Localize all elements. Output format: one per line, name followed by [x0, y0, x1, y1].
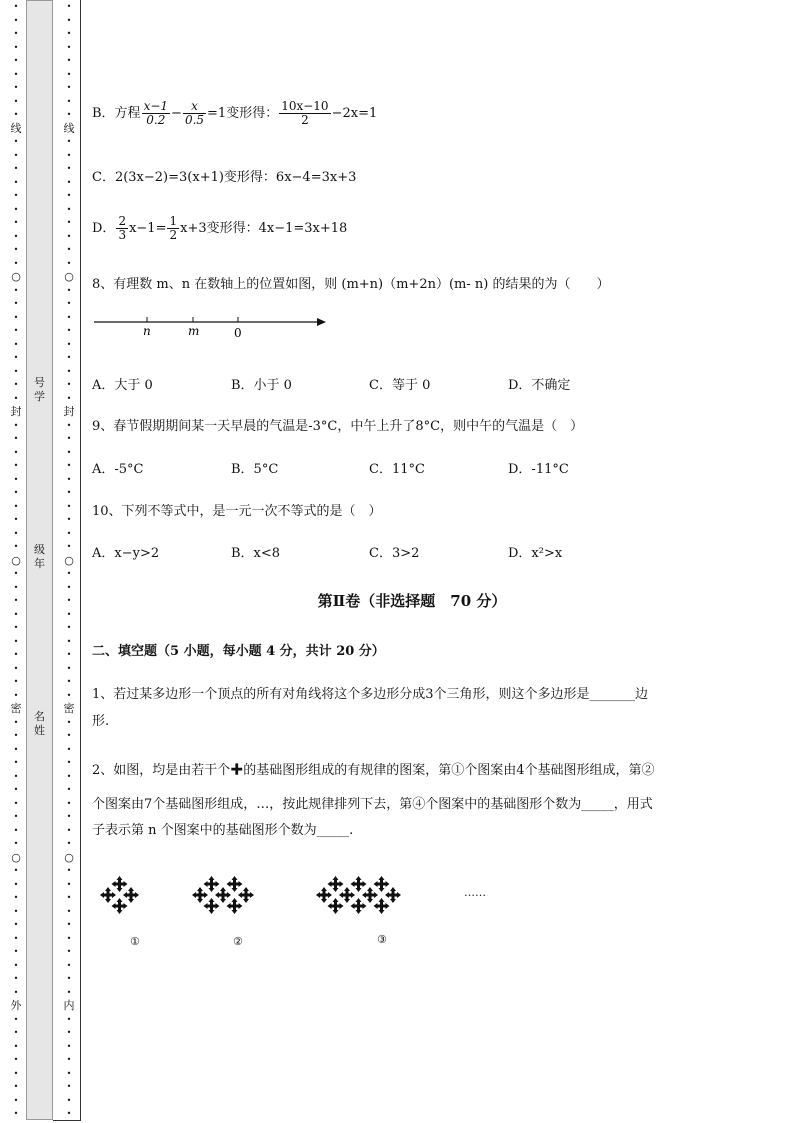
q8-stem: 8、有理数 m、n 在数轴上的位置如图，则 (m+n)（m+2n）(m- n) 的结果的为（ ） — [92, 277, 610, 292]
binding-dot: • — [66, 690, 72, 700]
q7-option-c: C．2(3x−2)=3(x+1)变形得：6x−4=3x+3 — [92, 170, 357, 185]
binding-dot: • — [66, 83, 72, 92]
binding-dot: • — [66, 434, 72, 443]
binding-dot: • — [66, 1095, 72, 1105]
binding-dot: • — [66, 488, 72, 497]
cross-shape — [112, 898, 128, 914]
binding-dot: • — [66, 299, 72, 308]
binding-dot: • — [13, 96, 19, 106]
cross-shape — [362, 887, 378, 903]
binding-dot: • — [13, 758, 19, 767]
binding-circle: ○ — [11, 553, 21, 567]
binding-dot: • — [66, 501, 72, 511]
cross-shape — [351, 876, 367, 892]
binding-dot: • — [13, 393, 19, 403]
q9-option-d: D．-11°C — [508, 462, 569, 477]
binding-dot: • — [13, 474, 19, 484]
binding-dot: • — [13, 258, 19, 268]
binding-dot: • — [13, 1028, 19, 1037]
binding-mark: 密 — [10, 702, 22, 715]
binding-dot: • — [13, 69, 19, 79]
binding-dot: • — [13, 447, 19, 457]
q9-option-c: C．11°C — [369, 462, 425, 477]
binding-dot: • — [66, 1068, 72, 1078]
binding-dot: • — [66, 177, 72, 187]
binding-dot: • — [66, 1055, 72, 1064]
binding-dot: • — [13, 960, 19, 970]
binding-dot: • — [66, 258, 72, 268]
binding-dot: • — [66, 42, 72, 52]
binding-circle: ○ — [64, 270, 74, 283]
binding-dot: • — [66, 285, 72, 295]
binding-border-line — [80, 0, 81, 1120]
binding-dot: • — [13, 501, 19, 511]
number-line-arrow — [317, 318, 326, 326]
binding-dot: • — [66, 231, 72, 241]
binding-dot: • — [66, 420, 72, 430]
binding-dot: • — [13, 650, 19, 659]
binding-dot: • — [13, 1109, 19, 1118]
binding-dot: • — [13, 380, 19, 389]
binding-dot: • — [13, 83, 19, 92]
binding-dot: • — [13, 2, 19, 11]
binding-dot: • — [66, 785, 72, 794]
binding-dot: • — [66, 731, 72, 740]
pattern-label-1: ① — [130, 935, 140, 948]
binding-dot: • — [13, 285, 19, 295]
binding-dot: • — [13, 1014, 19, 1024]
binding-dot: • — [66, 933, 72, 943]
binding-dot: • — [13, 137, 19, 146]
binding-dot: • — [66, 96, 72, 106]
binding-dot: • — [13, 947, 19, 956]
cross-shape — [385, 887, 401, 903]
binding-dot: • — [13, 528, 19, 538]
binding-dot: • — [13, 299, 19, 308]
q8-option-b: B．小于 0 — [231, 378, 292, 393]
binding-dots-left — [9, 0, 23, 1123]
binding-dot: • — [13, 879, 19, 889]
binding-dot: • — [66, 1041, 72, 1051]
name-field: 名 姓 — [34, 710, 45, 737]
binding-dot: • — [13, 542, 19, 551]
binding-dot: • — [13, 677, 19, 686]
q9-option-b: B．5°C — [231, 462, 279, 477]
binding-dot: • — [13, 29, 19, 38]
q8-option-c: C．等于 0 — [369, 378, 431, 393]
binding-dot: • — [66, 1028, 72, 1037]
binding-dot: • — [66, 798, 72, 808]
binding-mark: 线 — [10, 121, 22, 135]
q9-option-a: A．-5°C — [92, 462, 144, 477]
binding-circle: ○ — [64, 850, 74, 864]
binding-dot: • — [66, 879, 72, 889]
binding-dot: • — [13, 987, 19, 997]
cross-shape — [316, 887, 332, 903]
axis-label-m: m — [188, 324, 200, 338]
q10-stem: 10、下列不等式中，是一元一次不等式的是（ ） — [92, 504, 382, 519]
binding-dot: • — [13, 1095, 19, 1105]
binding-dot: • — [13, 110, 19, 119]
binding-dot: • — [66, 474, 72, 484]
binding-dot: • — [66, 906, 72, 916]
binding-dot: • — [13, 515, 19, 524]
binding-dot: • — [66, 677, 72, 686]
cross-shape — [100, 887, 116, 903]
binding-dot: • — [13, 245, 19, 254]
binding-dot: • — [13, 150, 19, 160]
fill-q2-line3: 子表示第 n 个图案中的基础图形个数为_____. — [92, 823, 354, 838]
binding-dot: • — [13, 339, 19, 349]
binding-dot: • — [66, 29, 72, 38]
binding-dot: • — [66, 339, 72, 349]
binding-mark: 线 — [63, 121, 75, 135]
binding-dot: • — [13, 569, 19, 578]
cross-shape — [374, 898, 390, 914]
binding-dot: • — [66, 191, 72, 200]
binding-dot: • — [13, 596, 19, 605]
cross-shape — [123, 887, 139, 903]
binding-dot: • — [66, 920, 72, 929]
binding-dot: • — [66, 380, 72, 389]
binding-dot: • — [13, 326, 19, 335]
binding-dot: • — [66, 245, 72, 254]
binding-dot: • — [66, 110, 72, 119]
binding-margin — [0, 0, 84, 1123]
binding-dot: • — [13, 218, 19, 227]
binding-dot: • — [66, 974, 72, 983]
binding-dot: • — [13, 663, 19, 673]
binding-dot: • — [66, 56, 72, 65]
binding-dot: • — [66, 987, 72, 997]
binding-dot: • — [13, 461, 19, 470]
binding-dot: • — [66, 893, 72, 902]
q10-option-b: B．x<8 — [231, 546, 281, 561]
part-two-title: 第Ⅱ卷（非选择题 70 分） — [317, 592, 507, 610]
binding-dot: • — [13, 434, 19, 443]
cross-shape — [215, 887, 231, 903]
binding-dot: • — [66, 447, 72, 457]
binding-dot: • — [66, 461, 72, 470]
binding-dot: • — [66, 866, 72, 875]
binding-dot: • — [66, 758, 72, 767]
binding-dot: • — [66, 839, 72, 848]
fill-in-section-heading: 二、填空题（5 小题，每小题 4 分，共计 20 分） — [92, 644, 385, 659]
cross-shape — [204, 876, 220, 892]
binding-dot: • — [13, 933, 19, 943]
binding-dot: • — [66, 15, 72, 25]
binding-dot: • — [13, 636, 19, 646]
binding-mark: 外 — [10, 999, 22, 1012]
q10-option-d: D．x²>x — [508, 546, 563, 561]
binding-dot: • — [13, 974, 19, 983]
binding-dot: • — [13, 56, 19, 65]
cross-shape — [339, 887, 355, 903]
binding-dot: • — [13, 582, 19, 592]
binding-dot: • — [13, 15, 19, 25]
binding-mark: 密 — [63, 702, 75, 715]
binding-dot: • — [66, 326, 72, 335]
cross-shape — [351, 898, 367, 914]
binding-dot: • — [66, 528, 72, 538]
binding-dot: • — [66, 164, 72, 173]
binding-dot: • — [66, 744, 72, 754]
binding-dot: • — [66, 812, 72, 821]
binding-dot: • — [66, 609, 72, 619]
binding-dot: • — [66, 569, 72, 578]
grade-field: 级 年 — [34, 543, 45, 570]
pattern-label-2: ② — [233, 935, 243, 948]
binding-mark: 内 — [63, 999, 75, 1012]
cross-shape — [374, 876, 390, 892]
binding-dot: • — [13, 906, 19, 916]
q7-option-b: B．方程 $\frac{x-1}{0.2}$ − $\frac{x}{0.5}$ =1变形得： $\frac{10x-10}{2}$ −2x=1 — [92, 99, 378, 127]
binding-dot: • — [13, 1082, 19, 1091]
cross-shape — [204, 898, 220, 914]
binding-dot: • — [66, 1109, 72, 1118]
binding-dot: • — [13, 353, 19, 362]
binding-dot: • — [13, 785, 19, 794]
cross-shape — [192, 887, 208, 903]
binding-dot: • — [66, 312, 72, 322]
q9-stem: 9、春节假期期间某一天早晨的气温是-3°C，中午上升了8°C，则中午的气温是（ ） — [92, 419, 584, 434]
binding-dot: • — [66, 825, 72, 835]
binding-dot: • — [13, 366, 19, 376]
binding-dot: • — [66, 1014, 72, 1024]
cross-shape — [328, 876, 344, 892]
binding-dot: • — [66, 204, 72, 214]
binding-dot: • — [13, 866, 19, 875]
binding-mark: 封 — [10, 405, 22, 418]
binding-dot: • — [13, 623, 19, 632]
binding-dot: • — [66, 218, 72, 227]
binding-dot: • — [66, 623, 72, 632]
binding-dot: • — [13, 488, 19, 497]
q7-option-d: D． $\frac{2}{3}$ x−1= $\frac{1}{2}$ x+3变形得：4x−1=3x+18 — [92, 214, 348, 242]
cross-shape — [227, 898, 243, 914]
binding-dot: • — [13, 731, 19, 740]
binding-dot: • — [13, 1055, 19, 1064]
binding-dot: • — [13, 1068, 19, 1078]
binding-dot: • — [13, 1041, 19, 1051]
binding-dot: • — [13, 609, 19, 619]
cross-shape — [328, 898, 344, 914]
binding-dot: • — [13, 42, 19, 52]
binding-dot: • — [66, 582, 72, 592]
binding-dot: • — [66, 663, 72, 673]
cross-shape — [227, 876, 243, 892]
binding-circle: ○ — [11, 850, 21, 864]
binding-dot: • — [66, 717, 72, 727]
binding-circle: ○ — [64, 553, 74, 567]
fill-q1-line1: 1、若过某多边形一个顶点的所有对角线将这个多边形分成3个三角形，则这个多边形是_______边 — [92, 687, 649, 702]
binding-dot: • — [66, 137, 72, 146]
binding-dot: • — [66, 366, 72, 376]
binding-dot: • — [13, 690, 19, 700]
binding-dot: • — [13, 893, 19, 902]
student-number-field: 号 学 — [34, 376, 45, 403]
binding-dot: • — [66, 69, 72, 79]
binding-dot: • — [13, 420, 19, 430]
axis-label-n: n — [143, 324, 151, 338]
binding-circle: ○ — [11, 270, 21, 283]
binding-dot: • — [66, 960, 72, 970]
q10-option-a: A．x−y>2 — [92, 546, 160, 561]
binding-mark: 封 — [63, 405, 75, 418]
binding-dot: • — [13, 717, 19, 727]
binding-dot: • — [66, 650, 72, 659]
number-line-figure — [92, 308, 332, 342]
binding-dot: • — [66, 393, 72, 403]
binding-dot: • — [13, 191, 19, 200]
cross-shape — [112, 876, 128, 892]
fill-q1-line2: 形. — [92, 714, 110, 729]
binding-dot: • — [66, 353, 72, 362]
pattern-label-3: ③ — [377, 933, 387, 946]
binding-dot: • — [66, 150, 72, 160]
binding-dots-right — [62, 0, 76, 1123]
binding-dot: • — [13, 839, 19, 848]
binding-dot: • — [66, 947, 72, 956]
binding-dot: • — [66, 596, 72, 605]
binding-dot: • — [13, 204, 19, 214]
binding-dot: • — [13, 771, 19, 781]
cross-shape — [238, 887, 254, 903]
binding-dot: • — [13, 920, 19, 929]
pattern-figure — [92, 860, 512, 935]
binding-dot: • — [13, 177, 19, 187]
binding-dot: • — [13, 812, 19, 821]
binding-dot: • — [13, 825, 19, 835]
fill-q2-line2: 个图案由7个基础图形组成，…，按此规律排列下去，第④个图案中的基础图形个数为_____，用式 — [92, 797, 653, 812]
q8-option-a: A．大于 0 — [92, 378, 153, 393]
binding-dot: • — [66, 636, 72, 646]
binding-dot: • — [13, 312, 19, 322]
fill-q2-line1: 2、如图，均是由若干个✚的基础图形组成的有规律的图案，第①个图案由4个基础图形组成，第② — [92, 763, 655, 778]
binding-dot: • — [13, 798, 19, 808]
pattern-ellipsis: …… — [464, 886, 486, 899]
binding-dot: • — [13, 164, 19, 173]
binding-dot: • — [13, 231, 19, 241]
binding-dot: • — [66, 1082, 72, 1091]
q8-option-d: D．不确定 — [508, 378, 571, 393]
axis-label-zero: 0 — [234, 326, 242, 340]
binding-dot: • — [66, 542, 72, 551]
binding-dot: • — [66, 515, 72, 524]
binding-dot: • — [66, 771, 72, 781]
binding-dot: • — [66, 2, 72, 11]
q10-option-c: C．3>2 — [369, 546, 420, 561]
binding-dot: • — [13, 744, 19, 754]
